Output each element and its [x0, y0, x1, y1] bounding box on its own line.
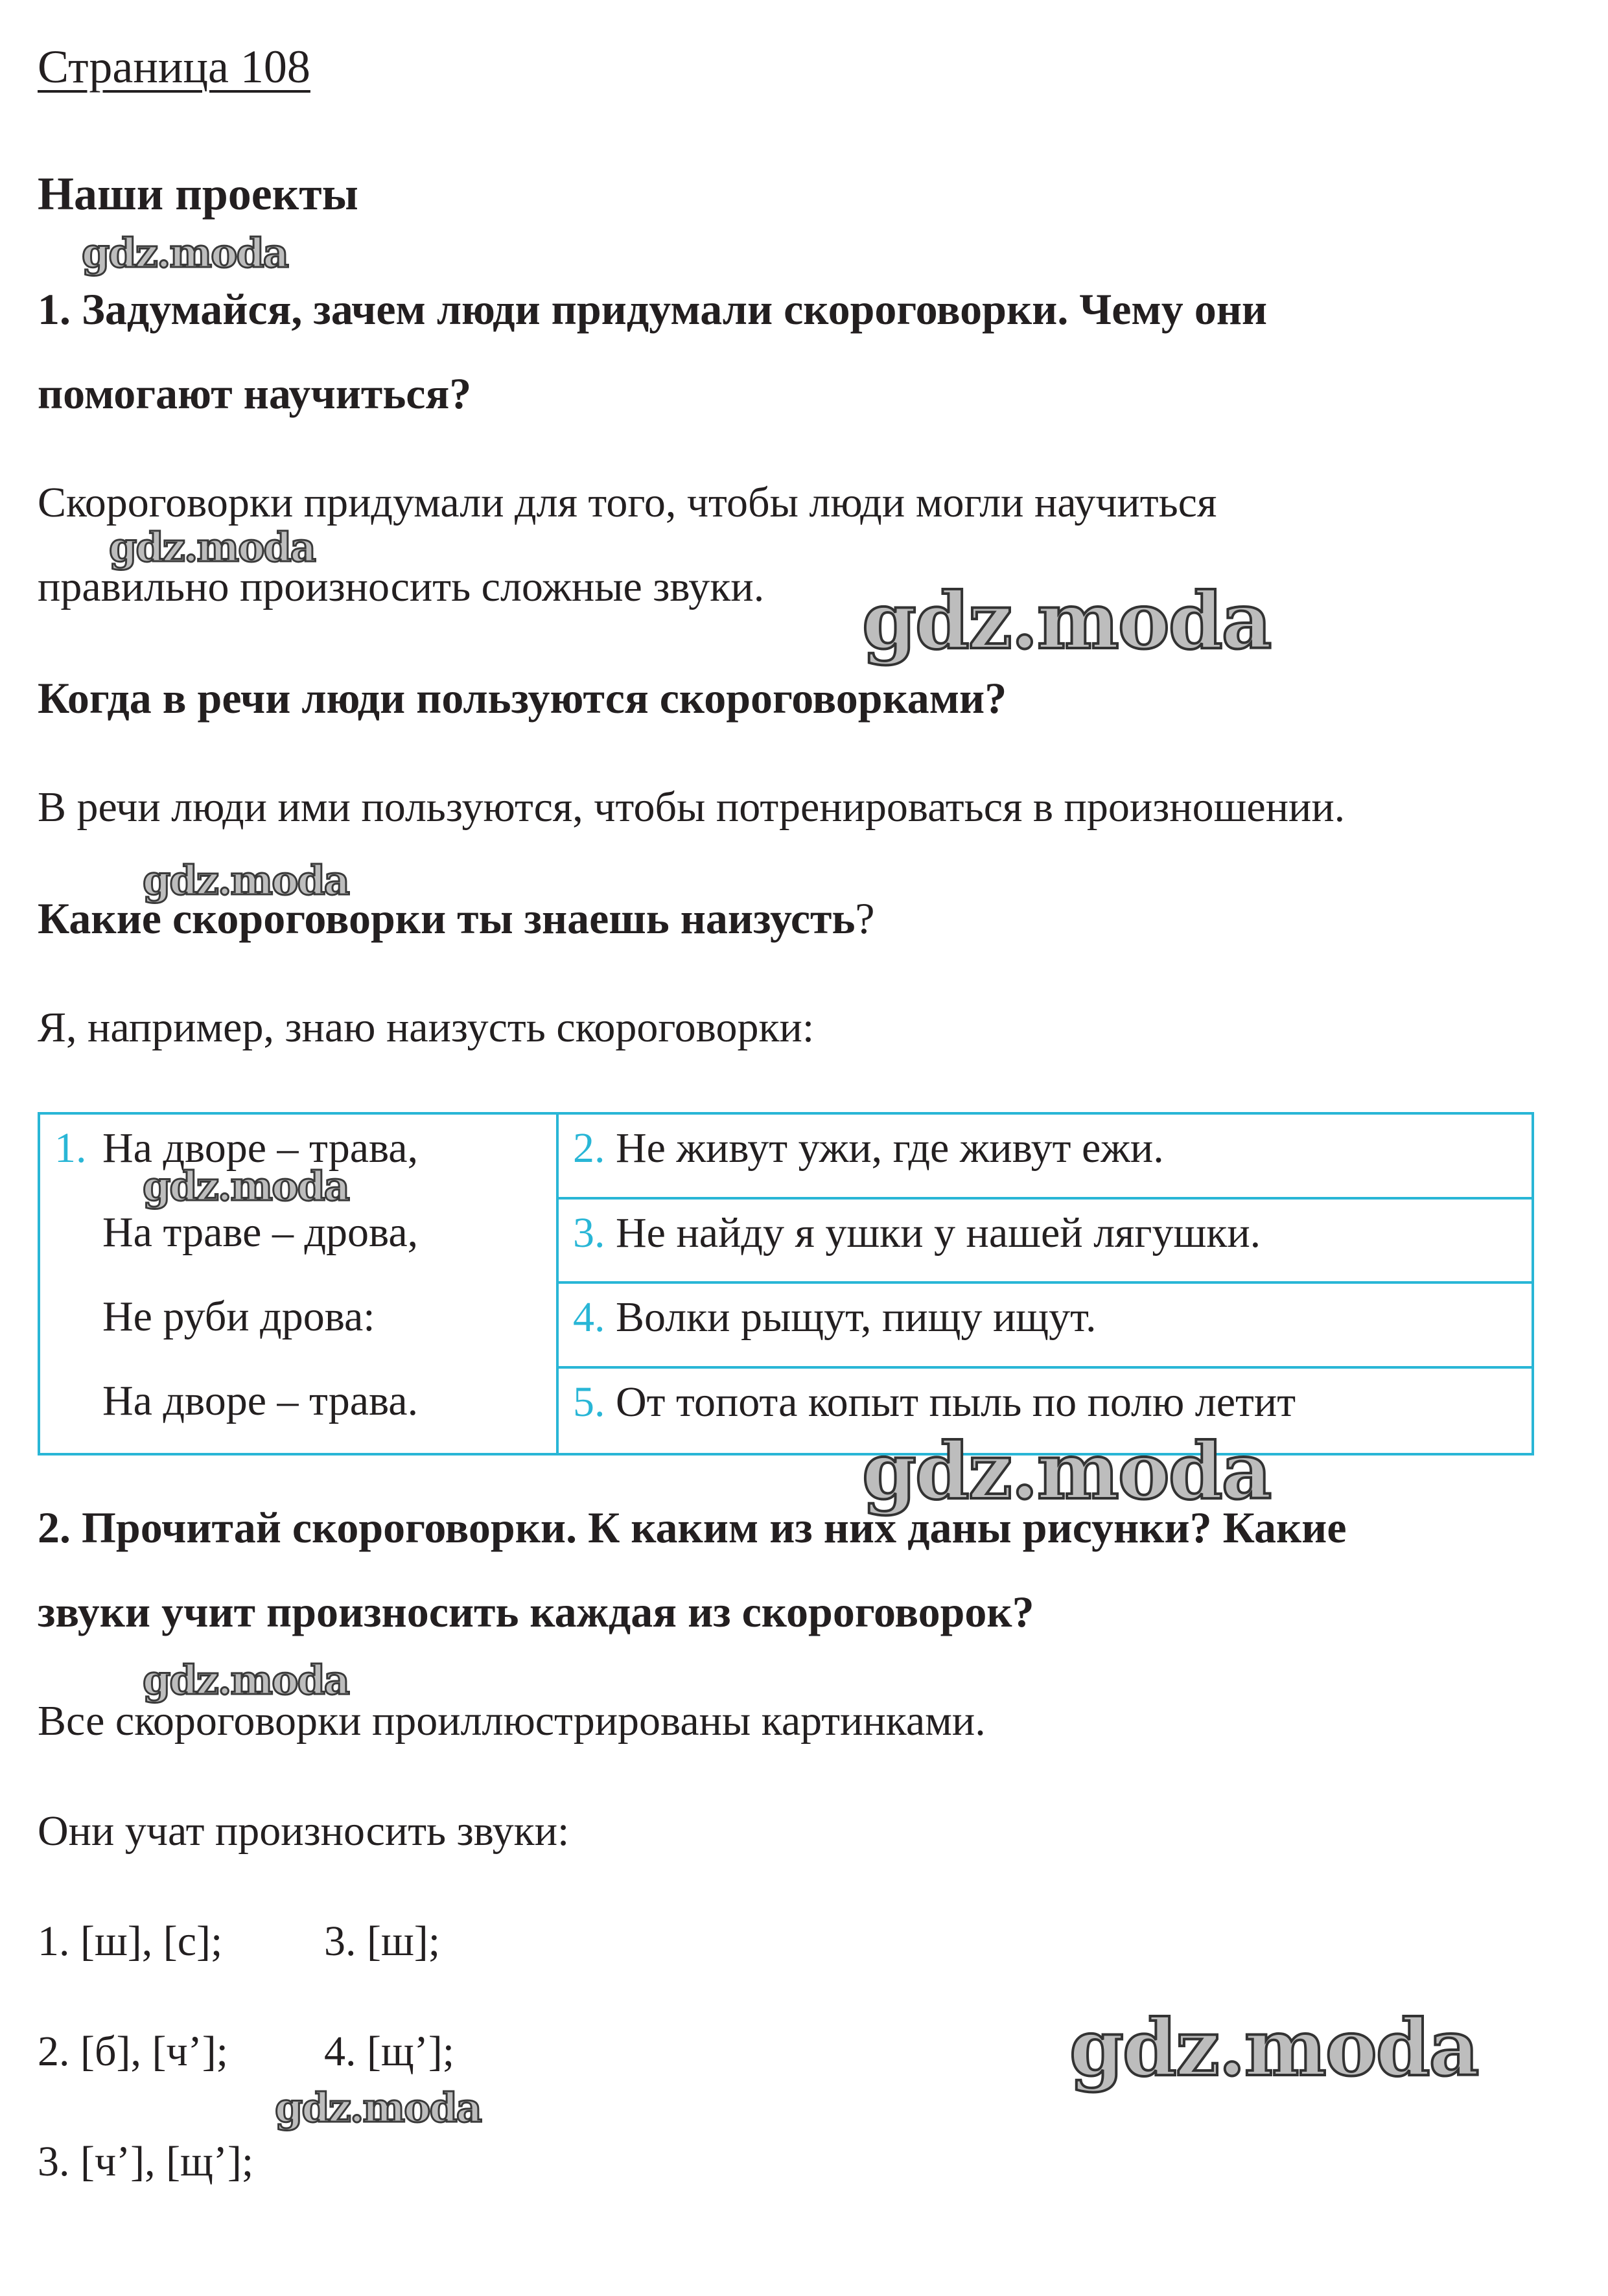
table-cell: [559, 1200, 1532, 1284]
item-number: 2.: [573, 1124, 605, 1172]
tongue-twister-text: Волки рыщут, пищу ищут.: [616, 1293, 1097, 1341]
answer-3: Я, например, знаю наизусть скороговорки:: [38, 1004, 815, 1051]
sound-item: 2. [б], [ч’];: [38, 2028, 229, 2075]
section-title: Наши проекты: [38, 168, 358, 220]
watermark-logo: gdz.moda: [143, 1656, 349, 1704]
table-cell: [559, 1284, 1532, 1369]
table-column-right: [559, 1115, 1532, 1453]
tongue-twister-text: Не живут ужи, где живут ежи.: [616, 1124, 1164, 1172]
question-4-line-1: 2. Прочитай скороговорки. К каким из них даны рисунки? Какие: [38, 1503, 1347, 1552]
answer-4-line-2: Они учат произносить звуки:: [38, 1807, 570, 1855]
answer-2: В речи люди ими пользуются, чтобы потренироваться в произношении.: [38, 783, 1346, 831]
sound-item: 3. [ш];: [324, 1918, 441, 1965]
poem-line: Не руби дрова:: [102, 1293, 375, 1340]
watermark-logo: gdz.moda: [143, 1163, 349, 1210]
sound-item: 3. [ч’], [щ’];: [38, 2138, 254, 2185]
item-number: 5.: [573, 1378, 605, 1426]
item-number: 3.: [573, 1209, 605, 1257]
question-1-line-2: помогают научиться?: [38, 369, 472, 418]
sound-item: 4. [щ’];: [324, 2028, 455, 2075]
question-3-text: Какие скороговорки ты знаешь наизусть: [38, 894, 856, 943]
question-1-line-1: 1. Задумайся, зачем люди придумали скороговорки. Чему они: [38, 284, 1268, 334]
item-number: 1.: [54, 1124, 87, 1172]
answer-1-line-2: правильно произносить сложные звуки.: [38, 563, 765, 610]
tongue-twister-text: От топота копыт пыль по полю летит: [616, 1378, 1296, 1426]
poem-line: На траве – дрова,: [102, 1209, 419, 1256]
watermark-logo: gdz.moda: [275, 2084, 481, 2131]
sound-item: 1. [ш], [с];: [38, 1918, 223, 1965]
watermark-logo: gdz.moda: [82, 229, 288, 277]
question-2: Когда в речи люди пользуются скороговорками?: [38, 673, 1007, 723]
tongue-twister-text: Не найду я ушки у нашей лягушки.: [616, 1209, 1261, 1257]
question-4-line-2: звуки учит произносить каждая из скороговорок?: [38, 1587, 1034, 1636]
poem-line: На дворе – трава,: [102, 1124, 419, 1172]
answer-1-line-1: Скороговорки придумали для того, чтобы люди могли научиться: [38, 479, 1217, 526]
question-3-mark: ?: [855, 894, 875, 943]
poem-line: На дворе – трава.: [102, 1377, 419, 1424]
watermark-logo: gdz.moda: [143, 857, 349, 904]
watermark-logo: gdz.moda: [1069, 2002, 1478, 2094]
table-cell: [559, 1115, 1532, 1200]
watermark-logo: gdz.moda: [862, 1426, 1271, 1517]
watermark-logo: gdz.moda: [862, 575, 1271, 667]
watermark-logo: gdz.moda: [109, 524, 315, 571]
answer-4-line-1: Все скороговорки проиллюстрированы картинками.: [38, 1697, 986, 1745]
page-title: Страница 108: [38, 41, 310, 93]
item-number: 4.: [573, 1293, 605, 1341]
